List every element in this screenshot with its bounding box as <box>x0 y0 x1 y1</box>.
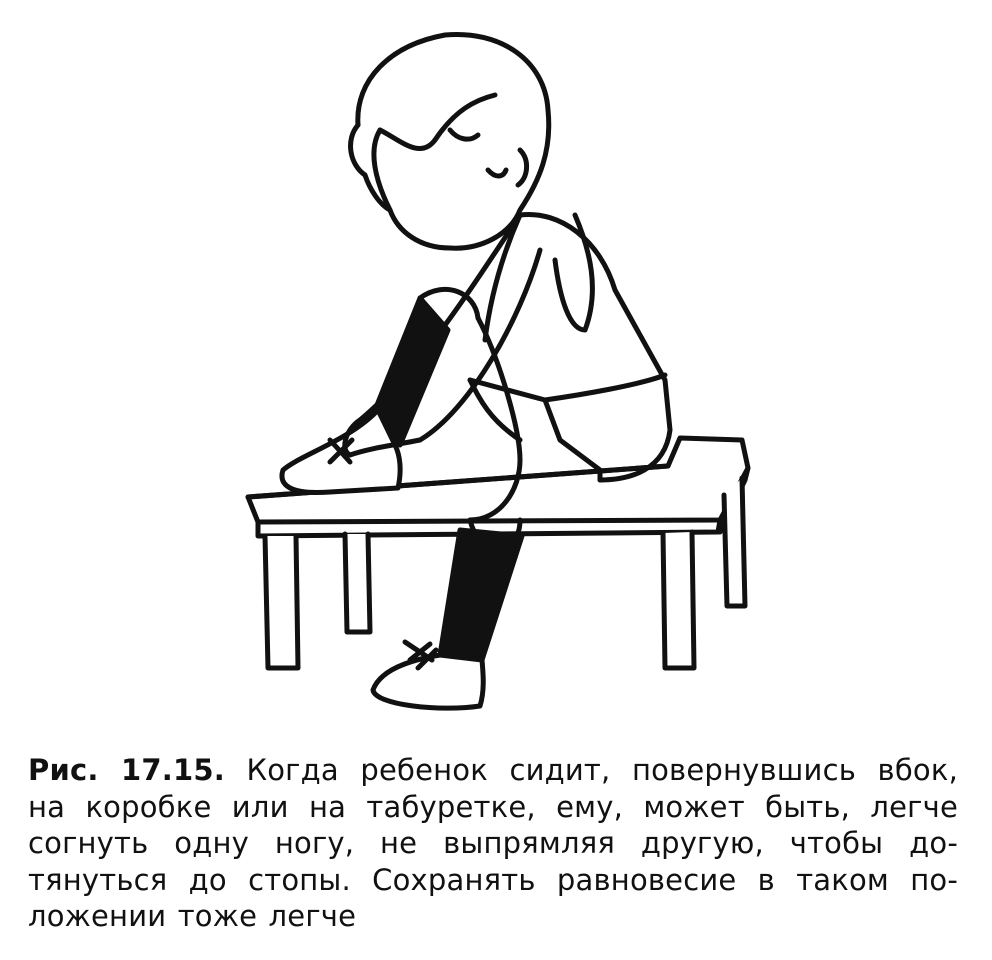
head <box>351 34 549 248</box>
caption-line-5: ложении тоже легче <box>28 899 357 933</box>
caption-line-1 <box>28 752 958 789</box>
illustration-child-on-bench <box>230 20 770 720</box>
caption-text: Когда ребенок сидит, повернувшись вбок, <box>246 753 958 787</box>
caption-line-2: на коробке или на табуретке, ему, может быть, легче <box>28 789 958 824</box>
caption-line-3: согнуть одну ногу, не выпрямляя другую, чтобы до- <box>28 826 958 860</box>
figure-caption <box>28 752 958 935</box>
lower-leg <box>373 520 522 708</box>
figure-label: Рис. 17.15. <box>28 753 225 787</box>
child-tying-shoe-drawing <box>230 20 770 720</box>
caption-line-4: тянуться до стопы. Сохранять равновесие в таком по- <box>28 862 958 897</box>
